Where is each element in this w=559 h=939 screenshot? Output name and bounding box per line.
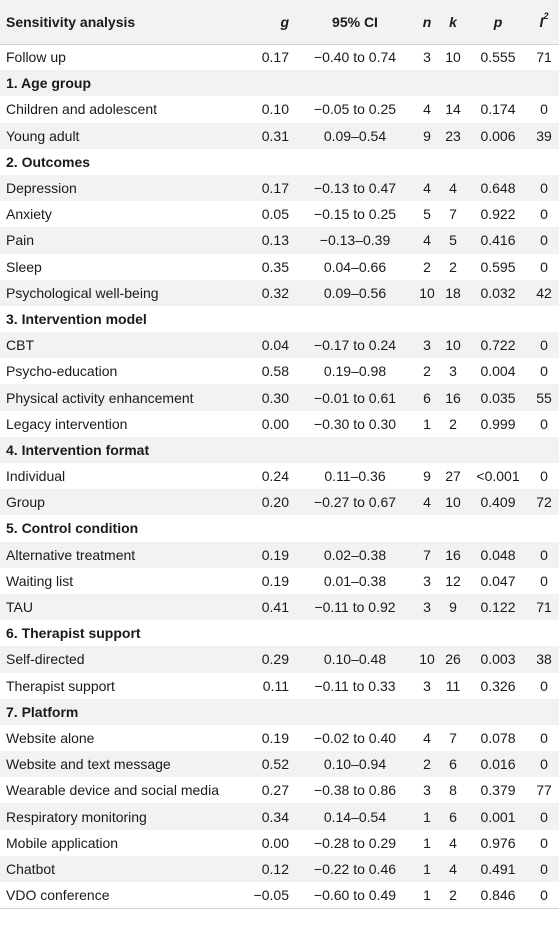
table-row [0, 332, 559, 358]
cell-n: 7 [423, 546, 431, 563]
cell-g: 0.13 [261, 232, 289, 249]
cell-n: 10 [419, 651, 435, 668]
cell-g: 0.19 [261, 729, 289, 746]
header-row [0, 0, 559, 44]
cell-n: 4 [423, 101, 431, 118]
cell-p: 0.003 [480, 651, 516, 668]
group-label: 7. Platform [6, 703, 79, 720]
row-label: Pain [6, 232, 35, 249]
group-header-row [0, 70, 559, 96]
cell-n: 10 [419, 284, 435, 301]
cell-p: 0.122 [480, 599, 516, 616]
cell-n: 1 [423, 886, 431, 903]
cell-ci: −0.11 to 0.33 [314, 677, 396, 694]
cell-i-squared: 0 [540, 860, 548, 877]
cell-g: 0.17 [261, 180, 289, 197]
cell-i-squared: 71 [536, 49, 552, 66]
cell-p: 0.976 [480, 834, 516, 851]
row-label: Psycho-education [6, 363, 118, 380]
cell-ci: 0.09–0.56 [323, 284, 387, 301]
cell-g: 0.19 [261, 546, 289, 563]
header-n: n [415, 0, 439, 44]
cell-ci: −0.11 to 0.92 [314, 599, 396, 616]
group-label: 5. Control condition [6, 520, 139, 537]
cell-k: 26 [445, 651, 461, 668]
cell-p: 0.001 [480, 808, 516, 825]
row-label: Legacy intervention [6, 415, 128, 432]
cell-i-squared: 0 [540, 834, 548, 851]
cell-n: 6 [423, 389, 431, 406]
cell-n: 4 [423, 180, 431, 197]
cell-g: 0.00 [261, 834, 289, 851]
cell-k: 2 [449, 258, 457, 275]
cell-g: 0.31 [261, 127, 289, 144]
table-row [0, 673, 559, 699]
cell-ci: −0.38 to 0.86 [313, 782, 397, 799]
cell-g: 0.19 [261, 572, 289, 589]
table-row [0, 201, 559, 227]
cell-n: 9 [423, 127, 431, 144]
cell-i-squared: 0 [540, 101, 548, 118]
cell-p: 0.379 [480, 782, 516, 799]
cell-i-squared: 0 [540, 756, 548, 773]
table-row [0, 227, 559, 253]
cell-p: 0.048 [480, 546, 516, 563]
cell-ci: −0.60 to 0.49 [313, 886, 397, 903]
group-label: 3. Intervention model [6, 310, 147, 327]
row-label: CBT [6, 337, 34, 354]
cell-i-squared: 0 [540, 546, 548, 563]
cell-g: 0.30 [261, 389, 289, 406]
table-row [0, 594, 559, 620]
cell-n: 3 [423, 677, 431, 694]
cell-p: 0.326 [480, 677, 516, 694]
table-row [0, 830, 559, 856]
row-label: Chatbot [6, 860, 56, 877]
cell-g: 0.24 [261, 468, 289, 485]
cell-p: 0.491 [480, 860, 516, 877]
row-label: Anxiety [6, 206, 52, 223]
header-i-squared [529, 0, 559, 44]
row-label: Website alone [6, 729, 95, 746]
group-header-row [0, 620, 559, 646]
cell-n: 3 [423, 49, 431, 66]
cell-k: 7 [449, 206, 457, 223]
cell-k: 10 [445, 337, 461, 354]
group-header-row [0, 699, 559, 725]
cell-i-squared: 77 [536, 782, 552, 799]
cell-k: 9 [449, 599, 457, 616]
cell-p: 0.595 [480, 258, 516, 275]
header-p: p [467, 0, 529, 44]
cell-n: 3 [423, 782, 431, 799]
table-row [0, 358, 559, 384]
cell-g: 0.00 [261, 415, 289, 432]
row-label: Therapist support [6, 677, 115, 694]
group-label: 6. Therapist support [6, 625, 141, 642]
cell-p: 0.648 [480, 180, 516, 197]
cell-n: 1 [423, 808, 431, 825]
row-label: Sleep [6, 258, 42, 275]
cell-g: 0.27 [261, 782, 289, 799]
cell-n: 3 [423, 599, 431, 616]
cell-p: 0.016 [480, 756, 516, 773]
table-body [0, 44, 559, 908]
table-row [0, 542, 559, 568]
cell-p: 0.416 [480, 232, 516, 249]
cell-p: 0.006 [480, 127, 516, 144]
group-label: 2. Outcomes [6, 153, 91, 170]
cell-k: 4 [449, 860, 457, 877]
cell-p: 0.846 [480, 886, 516, 903]
cell-g: 0.52 [261, 756, 289, 773]
cell-k: 3 [449, 363, 457, 380]
cell-p: <0.001 [476, 468, 520, 485]
cell-g: 0.32 [261, 284, 289, 301]
row-label: Individual [6, 468, 66, 485]
group-header-row [0, 515, 559, 541]
row-label: Young adult [6, 127, 80, 144]
cell-g: 0.17 [261, 49, 289, 66]
cell-n: 3 [423, 337, 431, 354]
table-row [0, 44, 559, 70]
row-label: Self-directed [6, 651, 85, 668]
cell-n: 4 [423, 494, 431, 511]
cell-ci: 0.11–0.36 [324, 468, 386, 485]
cell-ci: −0.17 to 0.24 [313, 337, 397, 354]
cell-g: 0.05 [261, 206, 289, 223]
cell-k: 2 [449, 415, 457, 432]
cell-ci: 0.04–0.66 [323, 258, 387, 275]
cell-k: 16 [445, 389, 461, 406]
cell-p: 0.722 [480, 337, 516, 354]
row-label: TAU [6, 599, 33, 616]
cell-ci: −0.13–0.39 [319, 232, 391, 249]
cell-n: 9 [423, 468, 431, 485]
row-label: Children and adolescent [6, 101, 157, 118]
table-row [0, 280, 559, 306]
row-label: Website and text message [6, 756, 171, 773]
cell-p: 0.004 [480, 363, 516, 380]
table-header [0, 0, 559, 44]
cell-n: 4 [423, 729, 431, 746]
cell-i-squared: 71 [536, 599, 552, 616]
row-label: Follow up [6, 49, 66, 66]
cell-i-squared: 39 [536, 127, 552, 144]
header-i-sup: 2 [543, 11, 549, 22]
row-label: Alternative treatment [6, 546, 136, 563]
cell-ci: −0.30 to 0.30 [313, 415, 397, 432]
cell-k: 2 [449, 886, 457, 903]
cell-g: 0.10 [261, 101, 289, 118]
row-label: Psychological well-being [6, 284, 159, 301]
row-label: Depression [6, 180, 77, 197]
cell-ci: 0.19–0.98 [323, 363, 387, 380]
cell-k: 5 [449, 232, 457, 249]
table-row [0, 489, 559, 515]
cell-n: 5 [423, 206, 431, 223]
table-row [0, 856, 559, 882]
cell-g: 0.11 [262, 677, 289, 694]
cell-i-squared: 0 [540, 363, 548, 380]
cell-ci: −0.40 to 0.74 [313, 49, 397, 66]
cell-ci: −0.28 to 0.29 [313, 834, 397, 851]
cell-p: 0.922 [480, 206, 516, 223]
cell-p: 0.174 [480, 101, 516, 118]
cell-i-squared: 0 [540, 808, 548, 825]
cell-k: 16 [445, 546, 461, 563]
cell-i-squared: 0 [540, 206, 548, 223]
cell-i-squared: 55 [536, 389, 552, 406]
header-i-base: I [539, 13, 544, 30]
cell-p: 0.999 [480, 415, 516, 432]
cell-k: 6 [449, 756, 457, 773]
cell-i-squared: 0 [540, 886, 548, 903]
cell-g: 0.41 [261, 599, 289, 616]
cell-p: 0.555 [480, 49, 516, 66]
header-95-ci: 95% CI [295, 0, 415, 44]
cell-ci: −0.13 to 0.47 [313, 180, 397, 197]
table-row [0, 384, 559, 410]
cell-ci: 0.09–0.54 [323, 127, 387, 144]
cell-ci: −0.02 to 0.40 [313, 729, 397, 746]
cell-i-squared: 38 [536, 651, 552, 668]
cell-p: 0.047 [480, 572, 516, 589]
cell-g: 0.29 [261, 651, 289, 668]
cell-ci: −0.05 to 0.25 [313, 101, 397, 118]
row-label: Physical activity enhancement [6, 389, 194, 406]
row-label: VDO conference [6, 886, 110, 903]
cell-k: 4 [449, 834, 457, 851]
group-header-row [0, 149, 559, 175]
cell-k: 7 [449, 729, 457, 746]
cell-p: 0.409 [480, 494, 516, 511]
cell-ci: 0.02–0.38 [323, 546, 387, 563]
cell-ci: −0.01 to 0.61 [313, 389, 397, 406]
table-row [0, 254, 559, 280]
table-row [0, 123, 559, 149]
cell-n: 4 [423, 232, 431, 249]
cell-i-squared: 0 [540, 180, 548, 197]
row-label: Wearable device and social media [6, 782, 219, 799]
group-label: 1. Age group [6, 75, 92, 92]
cell-g: 0.20 [261, 494, 289, 511]
cell-g: 0.34 [261, 808, 289, 825]
table-row [0, 96, 559, 122]
cell-k: 12 [445, 572, 461, 589]
table-row [0, 411, 559, 437]
cell-k: 4 [449, 180, 457, 197]
cell-p: 0.032 [480, 284, 516, 301]
header-sensitivity-analysis: Sensitivity analysis [0, 0, 243, 44]
cell-k: 10 [445, 49, 461, 66]
table-row [0, 777, 559, 803]
cell-k: 6 [449, 808, 457, 825]
cell-n: 1 [423, 415, 431, 432]
group-header-row [0, 306, 559, 332]
cell-ci: −0.22 to 0.46 [313, 860, 397, 877]
table-row [0, 803, 559, 829]
cell-k: 18 [445, 284, 461, 301]
cell-ci: −0.27 to 0.67 [313, 494, 397, 511]
cell-g: 0.04 [261, 337, 289, 354]
cell-k: 14 [445, 101, 461, 118]
cell-i-squared: 0 [540, 337, 548, 354]
row-label: Respiratory monitoring [6, 808, 147, 825]
cell-g: −0.05 [253, 886, 289, 903]
cell-n: 1 [423, 834, 431, 851]
cell-g: 0.58 [261, 363, 289, 380]
cell-n: 2 [423, 756, 431, 773]
cell-i-squared: 72 [536, 494, 552, 511]
cell-k: 27 [445, 468, 461, 485]
cell-k: 10 [445, 494, 461, 511]
cell-i-squared: 0 [540, 415, 548, 432]
cell-ci: 0.01–0.38 [323, 572, 387, 589]
cell-i-squared: 0 [540, 729, 548, 746]
row-label: Waiting list [6, 572, 74, 589]
cell-p: 0.078 [480, 729, 516, 746]
header-k: k [439, 0, 467, 44]
row-label: Mobile application [6, 834, 119, 851]
cell-g: 0.35 [261, 258, 289, 275]
cell-ci: 0.10–0.48 [323, 651, 387, 668]
cell-i-squared: 0 [540, 468, 548, 485]
cell-n: 2 [423, 258, 431, 275]
header-g: g [243, 0, 295, 44]
cell-n: 3 [423, 572, 431, 589]
cell-n: 1 [423, 860, 431, 877]
cell-ci: 0.10–0.94 [323, 756, 387, 773]
table-row [0, 646, 559, 672]
cell-k: 8 [449, 782, 457, 799]
cell-i-squared: 42 [536, 284, 552, 301]
cell-k: 11 [445, 677, 461, 694]
cell-ci: −0.15 to 0.25 [313, 206, 397, 223]
cell-ci: 0.14–0.54 [323, 808, 387, 825]
table-row [0, 175, 559, 201]
table-row [0, 725, 559, 751]
cell-i-squared: 0 [540, 258, 548, 275]
cell-i-squared: 0 [540, 677, 548, 694]
group-header-row [0, 437, 559, 463]
table-row [0, 568, 559, 594]
cell-g: 0.12 [261, 860, 289, 877]
cell-i-squared: 0 [540, 232, 548, 249]
row-label: Group [6, 494, 45, 511]
group-label: 4. Intervention format [6, 441, 150, 458]
cell-i-squared: 0 [540, 572, 548, 589]
cell-n: 2 [423, 363, 431, 380]
table-row [0, 751, 559, 777]
cell-k: 23 [445, 127, 461, 144]
table-row [0, 882, 559, 908]
table-row [0, 463, 559, 489]
cell-p: 0.035 [480, 389, 516, 406]
